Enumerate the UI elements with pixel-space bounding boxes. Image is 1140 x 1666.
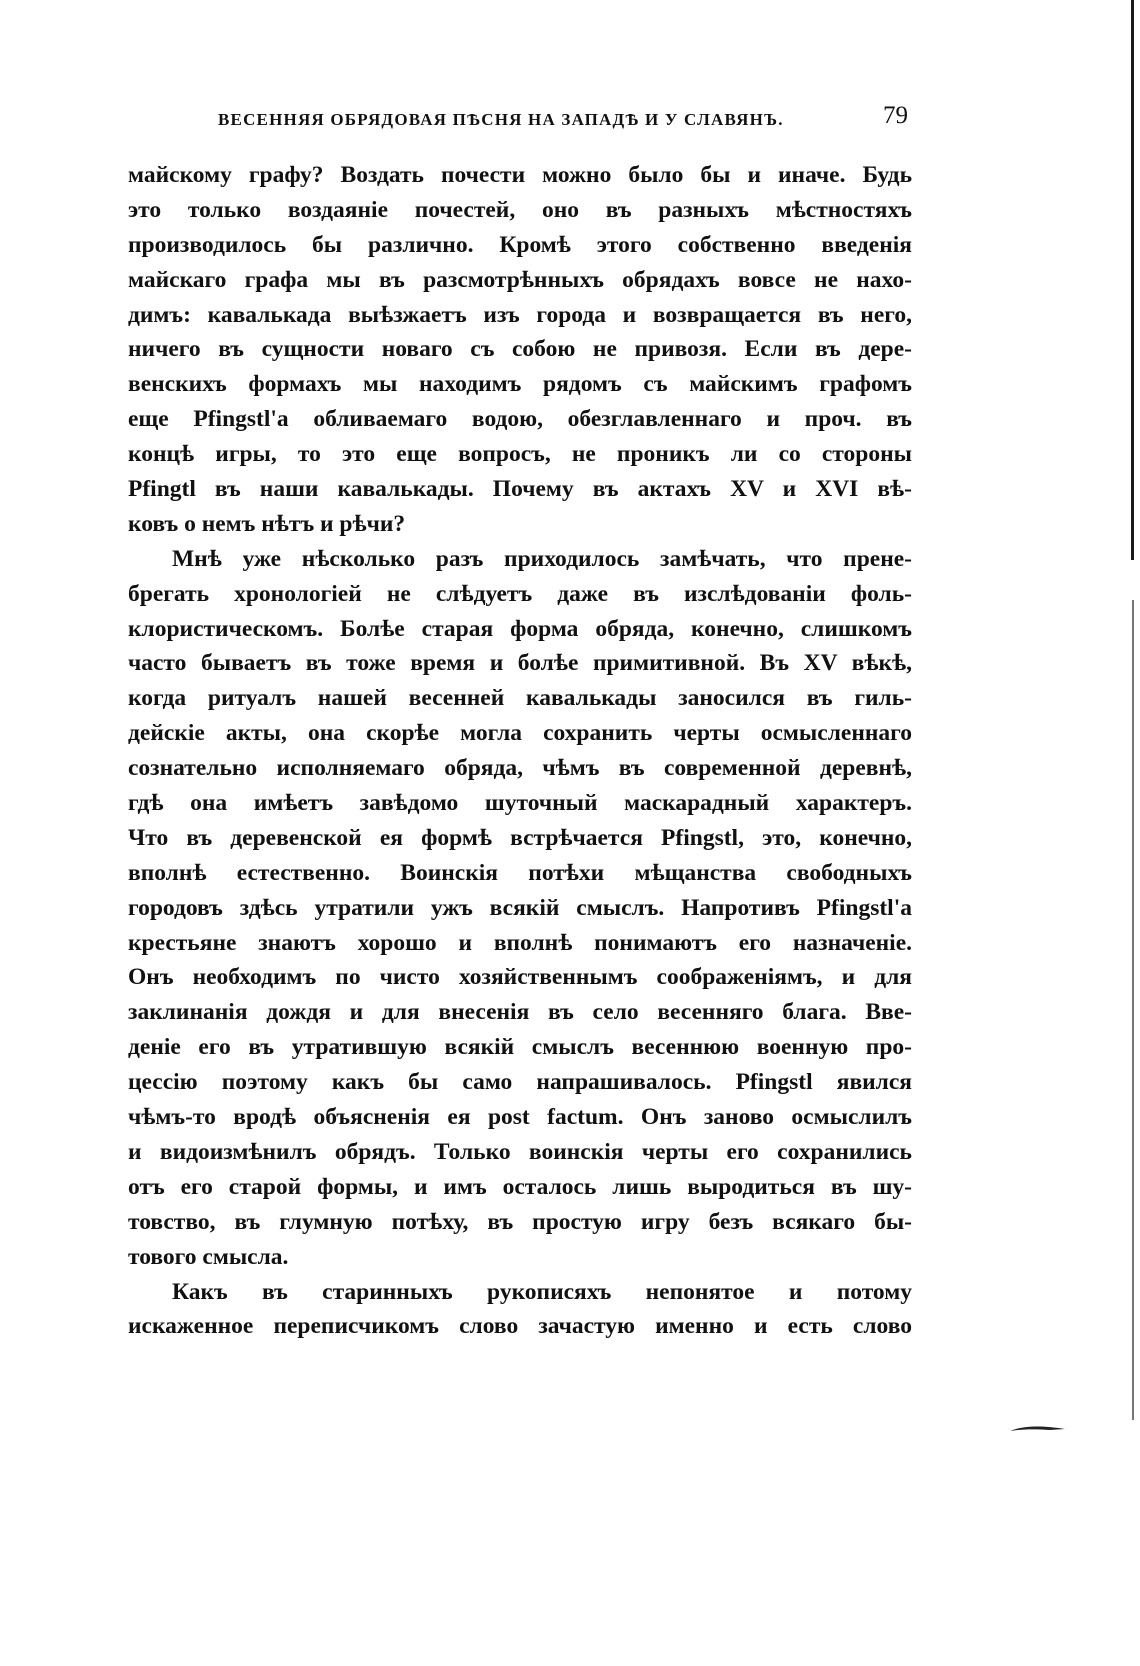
running-header	[128, 100, 908, 140]
text-line: майскому графу? Воздать почести можно было бы и иначе. Будь	[128, 162, 912, 188]
text-line: когда ритуалъ нашей весенней кавалькады заносился въ гиль-	[128, 685, 912, 712]
text-line: Что въ деревенской ея формѣ встрѣчается Pfingstl, это, конечно,	[128, 824, 912, 851]
text-line: Мнѣ уже нѣсколько разъ приходилось замѣчать, что прене-	[172, 545, 912, 572]
body-text	[128, 158, 912, 1344]
text-line: отъ его старой формы, и имъ осталось лишь выродиться въ шу-	[128, 1173, 912, 1200]
paragraph-3	[128, 1275, 912, 1345]
page-number: 79	[883, 102, 908, 129]
text-line: клористическомъ. Болѣе старая форма обряда, конечно, слишкомъ	[128, 615, 912, 642]
text-line: дейскіе акты, она скорѣе могла сохранить черты осмысленнаго	[128, 720, 912, 747]
text-line: димъ: кавалькада выѣзжаетъ изъ города и возвращается въ него,	[128, 301, 912, 328]
text-line: производилось бы различно. Кромѣ этого собственно введенія	[128, 231, 912, 258]
text-line: это только воздаяніе почестей, оно въ разныхъ мѣстностяхъ	[128, 196, 912, 223]
text-line: концѣ игры, то это еще вопросъ, не проникъ ли со стороны	[128, 441, 912, 468]
paragraph-2	[128, 542, 912, 1275]
text-line: городовъ здѣсь утратили ужъ всякій смыслъ. Напротивъ Pfingstl'а	[128, 894, 912, 921]
running-header-title: ВЕСЕННЯЯ ОБРЯДОВАЯ ПѢСНЯ НА ЗАПАДѢ И У СЛАВЯНЪ.	[218, 110, 784, 129]
paragraph-1	[128, 158, 912, 542]
text-line: и видоизмѣнилъ обрядъ. Только воинскія черты его сохранились	[128, 1138, 912, 1165]
signature-mark	[1010, 1424, 1065, 1432]
page-edge-shadow-lower	[1132, 600, 1134, 1420]
text-line: чѣмъ-то вродѣ объясненія ея post factum. Онъ заново осмыслилъ	[128, 1104, 912, 1131]
text-line: майскаго графа мы въ разсмотрѣнныхъ обрядахъ вовсе не нахо-	[128, 266, 912, 293]
text-line: Pfingtl въ наши кавалькады. Почему въ актахъ XV и XVI вѣ-	[128, 476, 912, 503]
text-line: венскихъ формахъ мы находимъ рядомъ съ майскимъ графомъ	[128, 371, 912, 398]
text-line: товство, въ глумную потѣху, въ простую игру безъ всякаго бы-	[128, 1208, 912, 1235]
text-line: ковъ о немъ нѣтъ и рѣчи?	[128, 510, 406, 537]
text-line: сознательно исполняемаго обряда, чѣмъ въ современной деревнѣ,	[128, 755, 912, 782]
text-line: еще Pfingstl'а обливаемаго водою, обезглавленнаго и проч. въ	[128, 406, 912, 433]
text-line: Какъ въ старинныхъ рукописяхъ непонятое и потому	[172, 1278, 912, 1305]
text-line: гдѣ она имѣетъ завѣдомо шуточный маскарадный характеръ.	[128, 790, 912, 817]
text-line: Онъ необходимъ по чисто хозяйственнымъ соображеніямъ, и для	[128, 964, 912, 991]
text-line: брегать хронологіей не слѣдуетъ даже въ изслѣдованіи фоль-	[128, 580, 912, 607]
text-line: деніе его въ утратившую всякій смыслъ весеннюю военную про-	[128, 1034, 912, 1061]
text-line: тового смысла.	[128, 1243, 289, 1270]
text-line: крестьяне знаютъ хорошо и вполнѣ понимаютъ его назначеніе.	[128, 929, 912, 956]
text-line: заклинанія дождя и для внесенія въ село весенняго блага. Вве-	[128, 999, 912, 1026]
text-line: вполнѣ естественно. Воинскія потѣхи мѣщанства свободныхъ	[128, 859, 912, 886]
page-edge-shadow	[1131, 0, 1134, 560]
text-line: ничего въ сущности новаго съ собою не привозя. Если въ дере-	[128, 336, 912, 363]
text-line: цессію поэтому какъ бы само напрашивалось. Pfingstl явился	[128, 1069, 912, 1096]
text-line: часто бываетъ въ тоже время и болѣе примитивной. Въ XV вѣкѣ,	[128, 650, 912, 677]
text-line: искаженное переписчикомъ слово зачастую именно и есть слово	[128, 1313, 912, 1340]
